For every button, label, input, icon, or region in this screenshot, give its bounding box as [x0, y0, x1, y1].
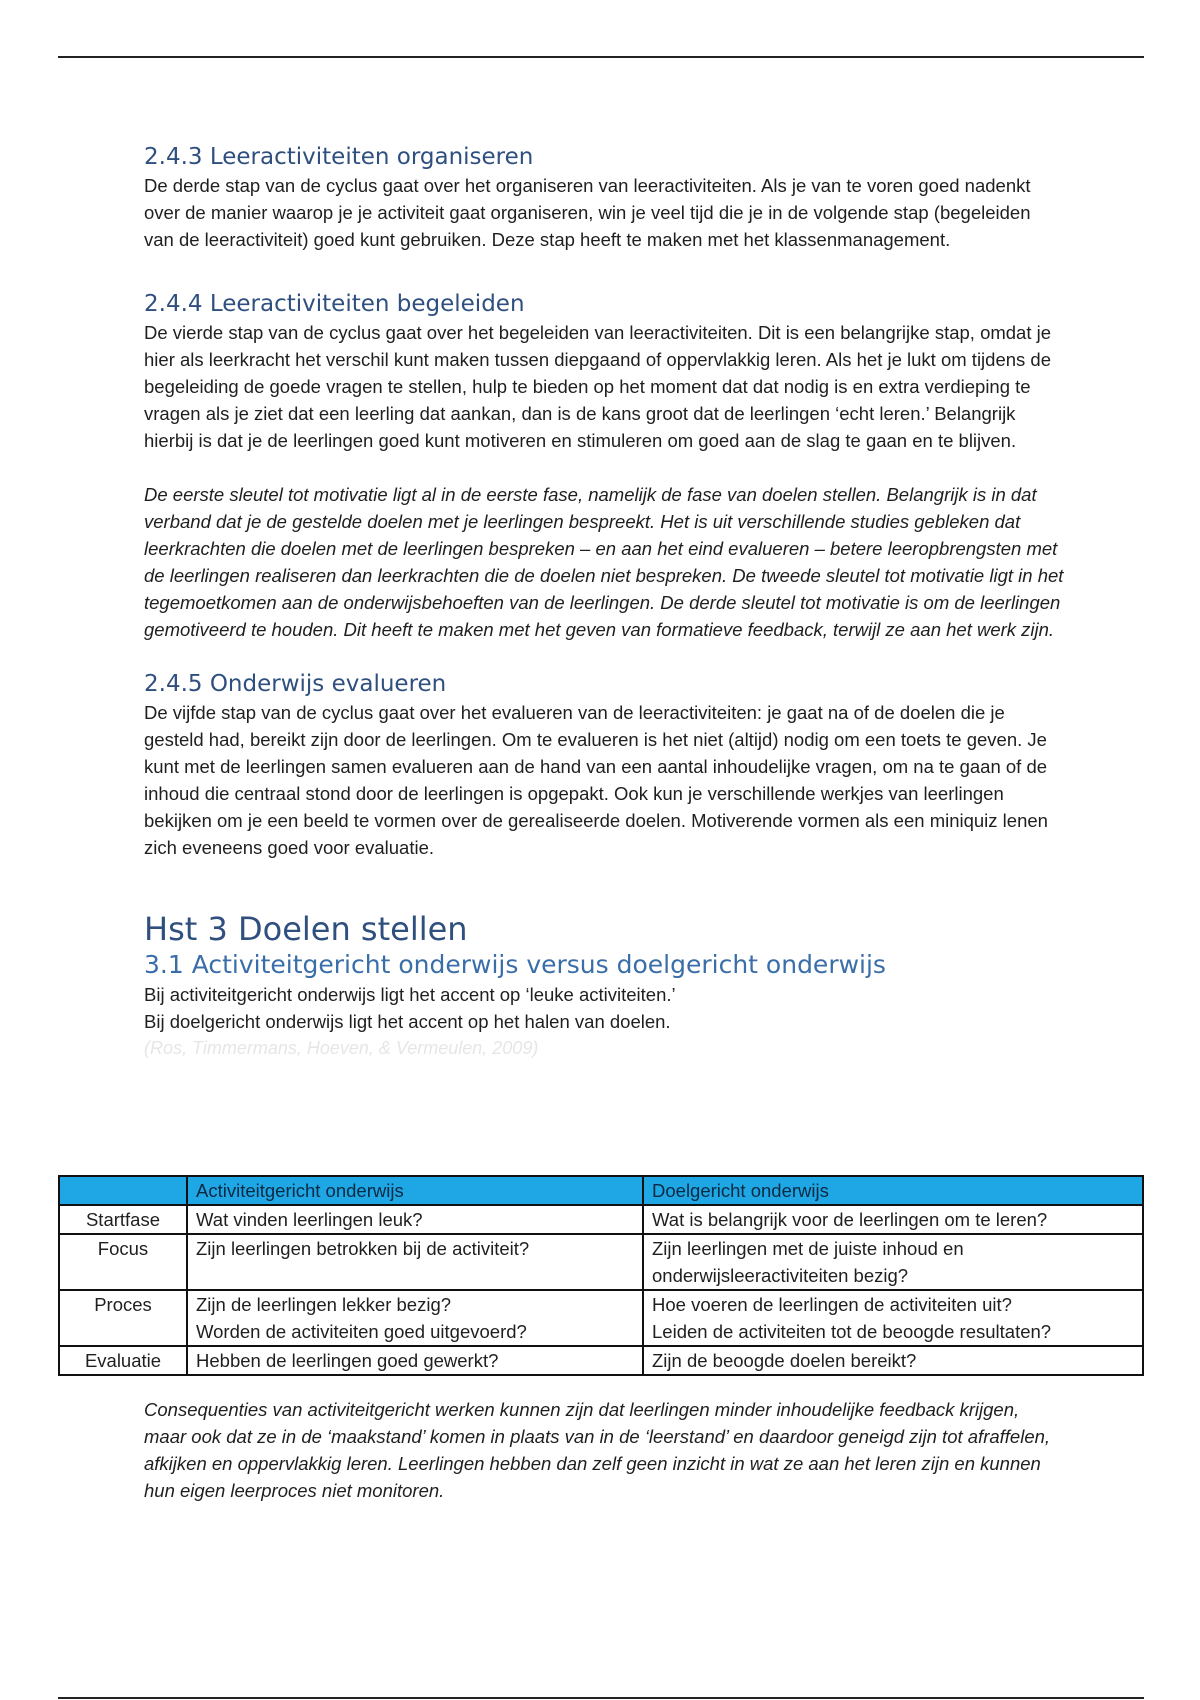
row-label: Proces — [59, 1290, 187, 1346]
table-cell — [187, 1346, 643, 1375]
table-cell — [643, 1346, 1143, 1375]
table-cell — [187, 1205, 643, 1234]
row-label: Focus — [59, 1234, 187, 1290]
paragraph-2-4-4-italic: De eerste sleutel tot motivatie ligt al in de eerste fase, namelijk de fase van doelen stellen. Belangrijk is in dat verband dat je de gestelde doelen met je leerlingen bespreekt. Het is uit verschillende studies gebleken dat leerkrachten die doelen met de leerlingen bespreken – en aan het eind evalueren – betere leeropbrengsten met de leerlingen realiseren dan leerkrachten die de doelen niet bespreken. De tweede sleutel tot motivatie ligt in het tegemoetkomen aan de onderwijsbehoeften van de leerlingen. De derde sleutel tot motivatie is om de leerlingen gemotiveerd te houden. Dit heeft te maken met het geven van formatieve feedback, terwijl ze aan het werk zijn. — [144, 484, 1064, 640]
page-content — [144, 142, 1064, 1061]
cell-line: Hebben de leerlingen goed gewerkt? — [196, 1350, 499, 1371]
intro-line-2: Bij doelgericht onderwijs ligt het accent op het halen van doelen. — [144, 1011, 671, 1032]
table-header-activiteitgericht: Activiteitgericht onderwijs — [187, 1176, 643, 1205]
table-row — [59, 1290, 1143, 1346]
comparison-table — [58, 1175, 1144, 1376]
paragraph-2-4-3: De derde stap van de cyclus gaat over het organiseren van leeractiviteiten. Als je van te voren goed nadenkt over de manier waarop je je activiteit gaat organiseren, win je veel tijd die je in de volgende stap (begeleiden van de leeractiviteit) goed kunt gebruiken. Deze stap heeft te maken met het klassenmanagement. — [144, 175, 1031, 250]
cell-line: Zijn de leerlingen lekker bezig? — [196, 1294, 452, 1315]
heading-2-4-4: 2.4.4 Leeractiviteiten begeleiden — [144, 291, 525, 317]
table-row — [59, 1234, 1143, 1290]
bottom-rule — [58, 1697, 1144, 1699]
cell-line: Zijn leerlingen met de juiste inhoud en — [652, 1238, 964, 1259]
table-cell — [643, 1290, 1143, 1346]
chapter-title: Hst 3 Doelen stellen — [144, 910, 468, 948]
paragraph-2-4-4: De vierde stap van de cyclus gaat over het begeleiden van leeractiviteiten. Dit is een belangrijke stap, omdat je hier als leerkracht het verschil kunt maken tussen diepgaand of oppervlakkig leren. Als het je lukt om tijdens de begeleiding de goede vragen te stellen, hulp te bieden op het moment dat dat nodig is en extra verdieping te vragen als je ziet dat een leerling dat aankan, dan is de kans groot dat de leerlingen ‘echt leren.’ Belangrijk hierbij is dat je de leerlingen goed kunt motiveren en stimuleren om goed aan de slag te gaan en te blijven. — [144, 322, 1052, 451]
table-cell — [643, 1205, 1143, 1234]
cell-line: Zijn leerlingen betrokken bij de activiteit? — [196, 1238, 530, 1259]
top-rule — [58, 56, 1144, 58]
row-label: Evaluatie — [59, 1346, 187, 1375]
heading-2-4-3: 2.4.3 Leeractiviteiten organiseren — [144, 144, 534, 170]
cell-line: Wat vinden leerlingen leuk? — [196, 1209, 423, 1230]
table-cell — [187, 1290, 643, 1346]
consequences-paragraph: Consequenties van activiteitgericht werken kunnen zijn dat leerlingen minder inhoudelijke feedback krijgen, maar ook dat ze in de ‘maakstand’ komen in plaats van in de ‘leerstand’ en daardoor geneigd zijn tot afraffelen, afkijken en oppervlakkig leren. Leerlingen hebben dan zelf geen inzicht in wat ze aan het leren zijn en kunnen hun eigen leerproces niet monitoren. — [144, 1399, 1051, 1501]
cell-line: Worden de activiteiten goed uitgevoerd? — [196, 1321, 527, 1342]
table-row — [59, 1205, 1143, 1234]
table-cell — [187, 1234, 643, 1290]
section-3-1-title: 3.1 Activiteitgericht onderwijs versus doelgericht onderwijs — [144, 950, 886, 979]
cell-line: Zijn de beoogde doelen bereikt? — [652, 1350, 917, 1371]
paragraph-2-4-5: De vijfde stap van de cyclus gaat over het evalueren van de leeractiviteiten: je gaat na of de doelen die je gesteld had, bereikt zijn door de leerlingen. Om te evalueren is het niet (altijd) nodig om een toets te geven. Je kunt met de leerlingen samen evalueren aan de hand van een aantal inhoudelijke vragen, om na te gaan of de inhoud die centraal stond door de leerlingen is opgepakt. Ook kun je verschillende werkjes van leerlingen bekijken om je een beeld te vormen over de gerealiseerde doelen. Motiverende vormen als een miniquiz lenen zich eveneens goed voor evaluatie. — [144, 702, 1048, 858]
table-header-cell-empty — [59, 1176, 187, 1205]
table-header-doelgericht: Doelgericht onderwijs — [643, 1176, 1143, 1205]
cell-line: onderwijsleeractiviteiten bezig? — [652, 1265, 909, 1286]
table-header-row — [59, 1176, 1143, 1205]
intro-line-1: Bij activiteitgericht onderwijs ligt het accent op ‘leuke activiteiten.’ — [144, 984, 676, 1005]
cell-line: Hoe voeren de leerlingen de activiteiten uit? — [652, 1294, 1012, 1315]
heading-2-4-5: 2.4.5 Onderwijs evalueren — [144, 671, 447, 697]
table-row — [59, 1346, 1143, 1375]
cell-line: Leiden de activiteiten tot de beoogde resultaten? — [652, 1321, 1052, 1342]
table-cell — [643, 1234, 1143, 1290]
row-label: Startfase — [59, 1205, 187, 1234]
citation: (Ros, Timmermans, Hoeven, & Vermeulen, 2009) — [144, 1038, 539, 1058]
cell-line: Wat is belangrijk voor de leerlingen om te leren? — [652, 1209, 1048, 1230]
